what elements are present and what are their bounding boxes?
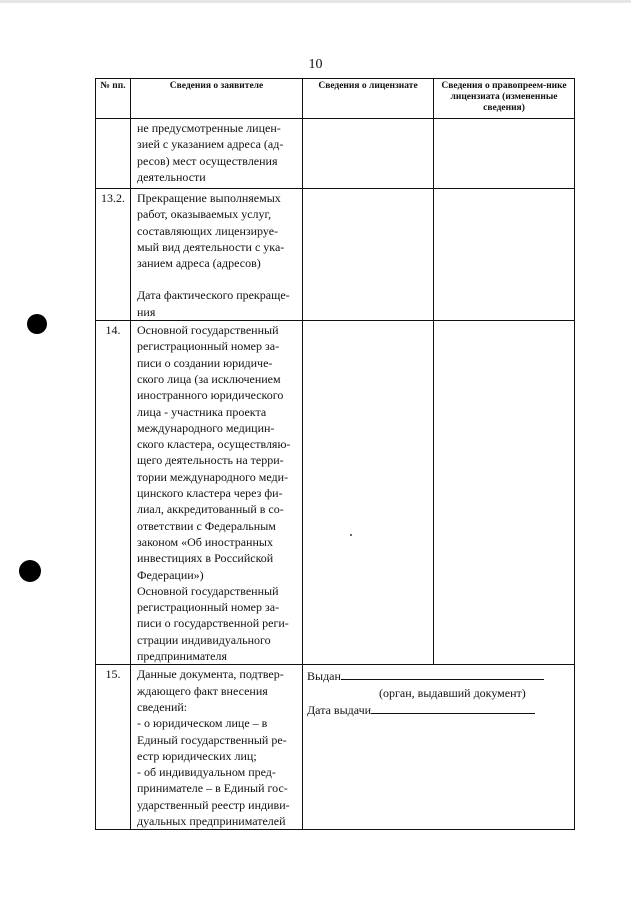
desc-line: лица - участника проекта [137,404,267,419]
desc-line: Основной государственный [137,323,279,338]
punch-hole-bottom [19,560,41,582]
issued-label: Выдан [307,669,341,684]
desc-line: - об индивидуальном пред- [137,765,276,780]
desc-line: деятельности [137,169,206,184]
desc-line: ресов) мест осуществления [137,153,278,168]
issued-caption: (орган, выдавший документ) [379,685,526,700]
row-number: 15. [96,665,131,830]
table-row [96,665,575,830]
row-number [96,119,131,189]
desc-line: - о юридическом лице – в [137,716,268,731]
issue-date-field[interactable] [371,701,535,714]
row-number: 14. [96,321,131,665]
licensee-cell[interactable] [303,189,434,321]
licensee-issue-block [303,665,575,830]
row-description [131,665,303,830]
desc-line: дуальных предпринимателей [137,813,286,828]
desc-line: Единый государственный ре- [137,732,287,747]
header-applicant: Сведения о заявителе [131,79,303,119]
issued-by-field[interactable] [341,667,544,680]
punch-hole-top [27,314,47,334]
row-description [131,321,303,665]
successor-cell[interactable] [434,189,575,321]
desc-line: страции индивидуального [137,632,271,647]
table-row [96,321,575,665]
desc-line: законом «Об иностранных [137,534,273,549]
desc-line: сведений: [137,699,188,714]
desc-line: регистрационный номер за- [137,339,280,354]
desc-line: зией с указанием адреса (ад- [137,137,284,152]
header-licensee: Сведения о лицензиате [303,79,434,119]
desc-line: цинского кластера через фи- [137,486,283,501]
licensee-cell[interactable] [303,119,434,189]
desc-line: лиал, аккредитованный в со- [137,502,284,517]
desc-line: тории международного меди- [137,469,289,484]
desc-line: щего деятельность на терри- [137,453,284,468]
successor-cell[interactable] [434,321,575,665]
issue-date-label: Дата выдачи [307,703,372,718]
issue-date-line [307,701,570,719]
row-description [131,119,303,189]
desc-line: занием адреса (адресов) [137,256,261,271]
scan-top-edge [0,0,631,3]
desc-line: писи о государственной реги- [137,616,289,631]
row-number: 13.2. [96,189,131,321]
desc-line: Данные документа, подтвер- [137,667,284,682]
successor-cell[interactable] [434,119,575,189]
desc-line: ответствии с Федеральным [137,518,276,533]
table-header-row [96,79,575,119]
desc-line: составляющих лицензируе- [137,223,279,238]
desc-line: работ, оказываемых услуг, [137,207,272,222]
desc-line: ского кластера, осуществляю- [137,437,291,452]
desc-line: Федерации») [137,567,204,582]
desc-line: ния [137,304,156,319]
desc-line: ждающего факт внесения [137,683,268,698]
desc-line: Прекращение выполняемых [137,191,281,205]
issued-line [307,667,570,685]
licensee-info-table [95,78,575,830]
licensee-cell[interactable] [303,321,434,665]
desc-line: принимателе – в Единый гос- [137,781,288,796]
row-description [131,189,303,321]
desc-line: ского лица (за исключением [137,371,281,386]
header-successor: Сведения о правопреем-нике лицензиата (измененные сведения) [434,79,575,119]
desc-line: писи о создании юридиче- [137,355,273,370]
desc-line: предпринимателя [137,649,227,664]
page-number: 10 [308,57,323,72]
desc-line: международного медицин- [137,420,275,435]
desc-line: инвестициях в Российской [137,551,274,566]
header-number: № пп. [96,79,131,119]
desc-line: регистрационный номер за- [137,600,280,615]
desc-line: ударственный реестр индиви- [137,797,290,812]
table-row [96,189,575,321]
desc-line: иностранного юридического [137,388,284,403]
desc-line: естр юридических лиц; [137,748,257,763]
desc-line: Основной государственный [137,583,279,598]
desc-line: Дата фактического прекраще- [137,288,290,303]
desc-line: мый вид деятельности с ука- [137,239,285,254]
table-row [96,119,575,189]
desc-line: не предусмотренные лицен- [137,121,281,135]
